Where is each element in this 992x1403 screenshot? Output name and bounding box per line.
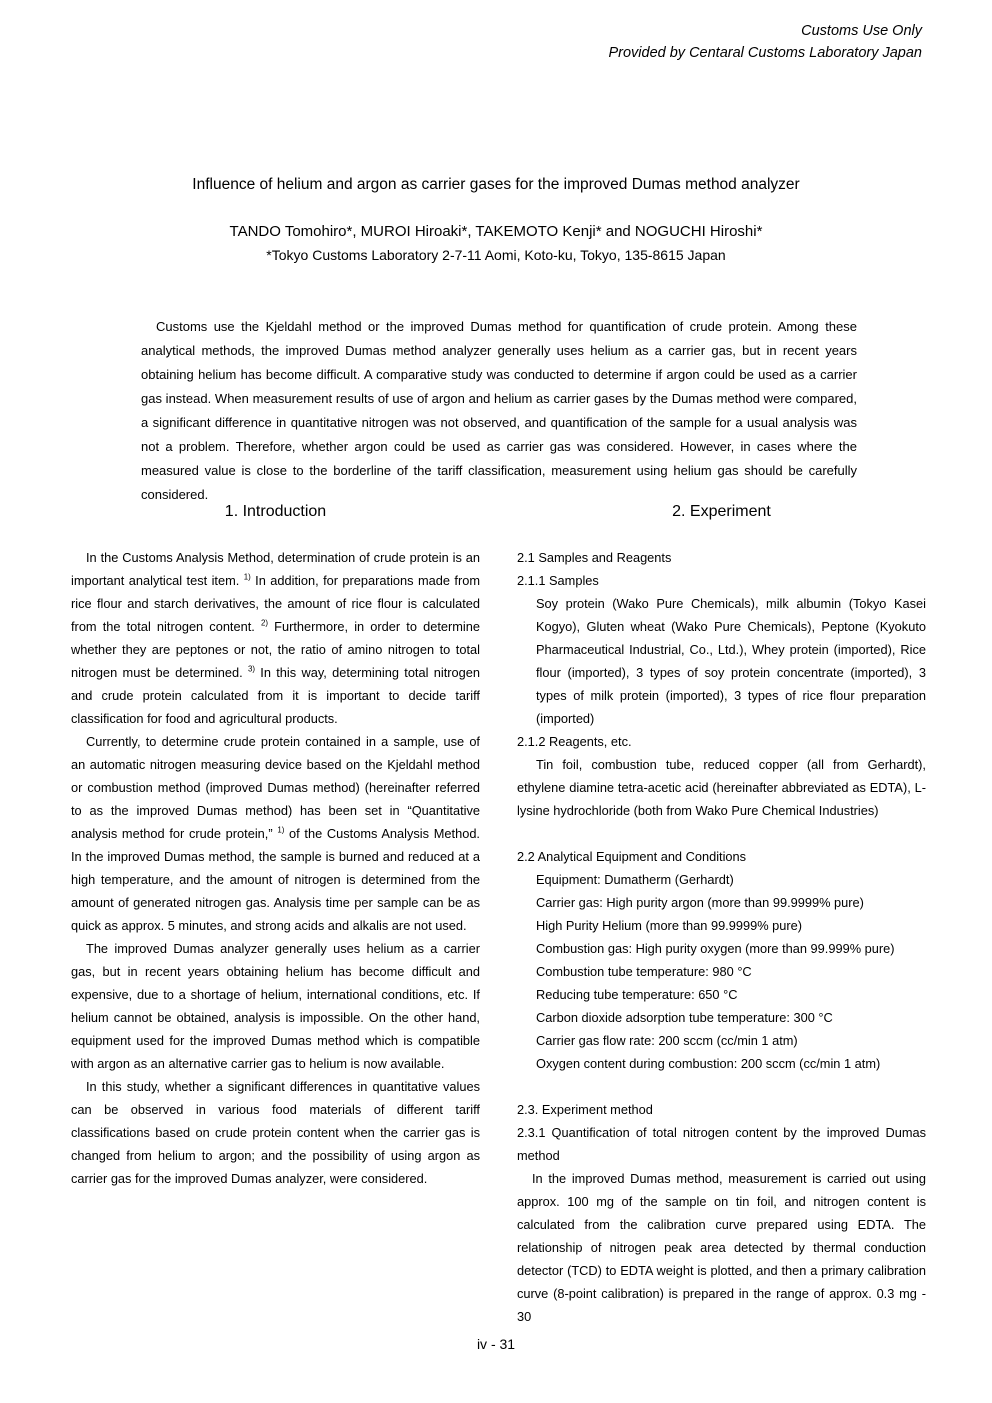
equipment-condition-line: Carbon dioxide adsorption tube temperature: 300 °C <box>536 1010 833 1025</box>
subsection-2-2-heading: 2.2 Analytical Equipment and Conditions <box>517 849 747 864</box>
spacer <box>517 822 926 845</box>
intro-paragraph-2 <box>71 730 480 937</box>
text-run: In the Customs Analysis Method, determination of crude protein is an important analytical test item. <box>71 550 480 588</box>
subsection-2-1-heading: 2.1 Samples and Reagents <box>517 550 672 565</box>
equipment-condition-line: Reducing tube temperature: 650 °C <box>536 987 738 1002</box>
paper-authors: TANDO Tomohiro*, MUROI Hiroaki*, TAKEMOTO Kenji* and NOGUCHI Hiroshi* <box>229 223 763 240</box>
two-column-body <box>71 500 926 1328</box>
left-column <box>71 500 480 1328</box>
reference-superscript: 2) <box>260 618 269 628</box>
equipment-conditions-list <box>517 868 926 1075</box>
subsection-2-3-heading: 2.3. Experiment method <box>517 1102 653 1117</box>
text-run: Furthermore, in order to determine whether they are peptones or not, the ratio of amino nitrogen to total nitrogen must be determined. <box>71 619 480 680</box>
subsection-2-1-2-heading: 2.1.2 Reagents, etc. <box>517 734 632 749</box>
provider-line: Provided by Centaral Customs Laboratory Japan <box>608 45 922 61</box>
text-run: In this way, determining total nitrogen and crude protein calculated from it is important to decide tariff classification for food and agricultural products. <box>71 665 480 726</box>
intro-paragraph-1 <box>71 546 480 730</box>
reference-superscript: 1) <box>277 825 285 835</box>
samples-paragraph: Soy protein (Wako Pure Chemicals), milk albumin (Tokyo Kasei Kogyo), Gluten wheat (Wako Pure Chemicals), Peptone (Kyokuto Pharmaceutical Industrial, Co., Ltd.), Whey protein (imported), Rice flour (imported), 3 types of soy protein concentrate (imported), 3 types of milk protein (imported), 3 types of rice flour preparation (imported) <box>536 596 926 726</box>
abstract-paragraph: Customs use the Kjeldahl method or the improved Dumas method for quantification of crude protein. Among these analytical methods, the improved Dumas method analyzer generally uses helium as a carrier gas, but in recent years obtaining helium has become difficult. A comparative study was conducted to determine if argon could be used as a carrier gas instead. When measurement results of use of argon and helium as carrier gases by the Dumas method were compared, a significant difference in quantitative nitrogen was not observed, and quantification of the sample for a usual analysis was not a problem. Therefore, whether argon could be used as carrier gas was considered. However, in cases where the measured value is close to the borderline of the tariff classification, measurement using helium gas should be carefully considered. <box>141 319 857 502</box>
subsection-2-3-1-heading: 2.3.1 Quantification of total nitrogen content by the improved Dumas method <box>517 1125 926 1163</box>
intro-paragraph-3: The improved Dumas analyzer generally uses helium as a carrier gas, but in recent years obtaining helium has become difficult and expensive, due to a shortage of helium, international conditions, etc. If helium cannot be obtained, analysis is impossible. On the other hand, equipment used for the improved Dumas method which is compatible with argon as an alternative carrier gas to helium is now available. <box>71 941 480 1071</box>
intro-paragraph-4: In this study, whether a significant differences in quantitative values can be observed in various food materials of different tariff classifications based on crude protein content when the carrier gas is changed from helium to argon; and the possibility of using argon as carrier gas for the improved Dumas analyzer, were considered. <box>71 1079 480 1186</box>
reagents-paragraph: Tin foil, combustion tube, reduced copper (all from Gerhardt), ethylene diamine tetra-acetic acid (hereinafter abbreviated as EDTA), L-lysine hydrochloride (both from Wako Pure Chemical Industries) <box>517 757 926 818</box>
equipment-condition-line: Equipment: Dumatherm (Gerhardt) <box>536 872 734 887</box>
classification-line: Customs Use Only <box>801 23 922 39</box>
equipment-condition-line: Combustion gas: High purity oxygen (more than 99.999% pure) <box>536 941 895 956</box>
text-run: Currently, to determine crude protein contained in a sample, use of an automatic nitrogen measuring device based on the Kjeldahl method or combustion method (improved Dumas method) (hereinafter referred to as the improved Dumas method) has been set in “Quantitative analysis method for crude protein,” <box>71 734 480 841</box>
equipment-condition-line: Carrier gas: High purity argon (more than 99.9999% pure) <box>536 895 864 910</box>
classification-header <box>608 20 922 64</box>
equipment-condition-line: Carrier gas flow rate: 200 sccm (cc/min 1 atm) <box>536 1033 798 1048</box>
reference-superscript: 1) <box>243 572 251 582</box>
page-number: iv - 31 <box>476 1336 516 1352</box>
title-block <box>46 176 946 263</box>
text-run: of the Customs Analysis Method. In the improved Dumas method, the sample is burned and reduced at a high temperature, and the amount of nitrogen is determined from the amount of generated nitrogen gas. Analysis time per sample can be as quick as approx. 5 minutes, and strong acids and alkalis are not used. <box>71 826 480 933</box>
equipment-condition-line: Combustion tube temperature: 980 °C <box>536 964 752 979</box>
text-run: In addition, for preparations made from rice flour and starch derivatives, the amount of rice flour is calculated from the total nitrogen content. <box>71 573 480 634</box>
spacer <box>517 1075 926 1098</box>
equipment-condition-line: High Purity Helium (more than 99.9999% pure) <box>536 918 803 933</box>
reference-superscript: 3) <box>247 664 255 674</box>
subsection-2-1-1-heading: 2.1.1 Samples <box>517 573 599 588</box>
method-paragraph: In the improved Dumas method, measurement is carried out using approx. 100 mg of the sample on tin foil, and nitrogen content is calculated from the calibration curve prepared using EDTA. The relationship of nitrogen peak area detected by thermal conduction detector (TCD) to EDTA weight is plotted, and then a primary calibration curve (8-point calibration) is prepared in the range of approx. 0.3 mg - 30 <box>517 1171 926 1324</box>
equipment-condition-line: Oxygen content during combustion: 200 sccm (cc/min 1 atm) <box>536 1056 881 1071</box>
right-column <box>517 500 926 1328</box>
section-heading-experiment: 2. Experiment <box>672 503 771 520</box>
section-heading-introduction: 1. Introduction <box>224 503 327 520</box>
paper-affiliation: *Tokyo Customs Laboratory 2-7-11 Aomi, Koto-ku, Tokyo, 135-8615 Japan <box>266 247 726 263</box>
paper-title: Influence of helium and argon as carrier gases for the improved Dumas method analyzer <box>192 176 800 193</box>
